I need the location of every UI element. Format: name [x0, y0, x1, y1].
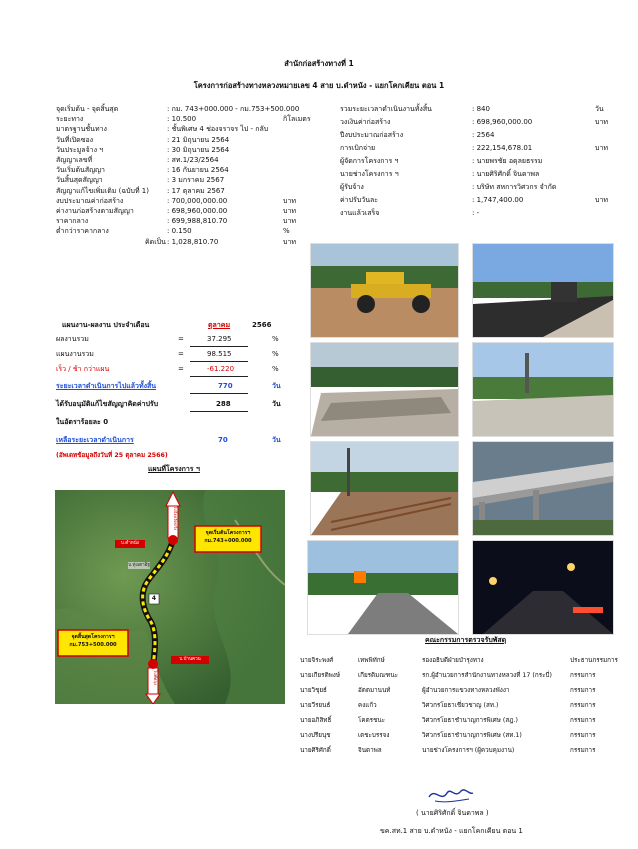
site-photo-formwork [310, 342, 459, 437]
progress-heading: แผนงาน-ผลงาน ประจำเดือน [62, 321, 150, 329]
left-info-label: วันที่เปิดซอง [56, 135, 94, 144]
right-info-value: : 1,747,400.00 [472, 196, 524, 204]
start-km: กม.743+000.000 [204, 538, 252, 544]
right-info-value: : - [472, 209, 480, 217]
update-note: (อัพเดทข้อมูลถึงวันที่ 25 ตุลาคม 2566) [56, 452, 168, 459]
committee-role: กรรมการ [570, 687, 596, 694]
end-title: จุดสิ้นสุดโครงการฯ [71, 634, 115, 640]
committee-first-name: นายอภิสิทธิ์ [300, 717, 332, 724]
right-info-label: ผู้จัดการโครงการ ฯ [340, 157, 399, 165]
progress-year: 2566 [252, 321, 272, 329]
left-info-value: : ชั้นพิเศษ 4 ช่องจราจร ไป - กลับ [167, 125, 269, 134]
progress-row-rule [190, 346, 248, 347]
right-info-label: รวมระยะเวลาดำเนินงานทั้งสิ้น [340, 105, 432, 113]
progress-row-eq: = [178, 335, 184, 343]
left-info-value: : 699,988,810.70 [167, 217, 228, 226]
left-info-value: : 3 มกราคม 2567 [167, 176, 225, 185]
committee-last-name: คงแก้ว [358, 702, 377, 709]
elapsed-value: 770 [218, 382, 233, 390]
committee-position: นายช่างโครงการฯ (ผู้ควบคุมงาน) [422, 747, 515, 754]
committee-last-name: อัตตมานนท์ [358, 687, 391, 694]
project-map [55, 490, 285, 704]
ext-label: ได้รับอนุมัติแก้ไขสัญญาคิดค่าปรับ [56, 400, 159, 408]
signature-name: ( นายศิริศักดิ์ จินดาพล ) [416, 809, 489, 817]
left-info-value: : 0.150 [167, 227, 192, 236]
committee-role: กรรมการ [570, 747, 596, 754]
office-title: สำนักก่อสร้างทางที่ 1 [284, 59, 354, 68]
right-info-label: ปีงบประมาณก่อสร้าง [340, 131, 404, 139]
right-info-unit: บาท [595, 196, 608, 204]
committee-position: ผู้อำนวยการแขวงทางหลวงพังงา [422, 687, 510, 694]
map-heading: แผนที่โครงการ ฯ [148, 465, 200, 473]
left-info-label: สัญญาเลขที่ [56, 156, 93, 164]
arrow-bottom-label: ไปพัทลุง [153, 670, 158, 685]
committee-first-name: นางปรียนุช [300, 732, 331, 739]
progress-row-eq: = [178, 365, 184, 373]
right-info-value: : 222,154,678.01 [472, 144, 533, 152]
right-info-unit: วัน [595, 105, 604, 113]
left-extra-value: : 1,028,810.70 [167, 237, 219, 246]
remain-unit: วัน [272, 436, 281, 444]
signature-title: ขค.สท.1 สาย บ.ดำหนัง - แยกโคกเคียน ตอน 1 [380, 827, 523, 835]
progress-row-value: 98.515 [207, 350, 232, 358]
pct-label: ในอัตราร้อยละ 0 [56, 418, 109, 426]
progress-row-rule [190, 361, 248, 362]
left-info-label: ระยะทาง [56, 115, 84, 124]
committee-position: วิศวกรโยธาชำนาญการพิเศษ (สท.1) [422, 732, 522, 739]
progress-month: ตุลาคม [208, 321, 231, 329]
left-info-label: วันประมูลจ้าง ฯ [56, 145, 104, 154]
committee-last-name: เตชะบรรจง [358, 732, 390, 739]
left-info-label: งบประมาณค่าก่อสร้าง [56, 196, 124, 205]
right-info-value: : บริษัท สหการวิศวกร จำกัด [472, 183, 557, 191]
left-info-label: มาตรฐานชั้นทาง [56, 125, 107, 134]
progress-row-rule [190, 376, 248, 377]
left-info-label: วันสิ้นสุดสัญญา [56, 176, 103, 185]
left-info-value: : 700,000,000.00 [167, 196, 228, 205]
left-info-value: : 30 มิถุนายน 2564 [167, 145, 230, 154]
progress-row-value: 37.295 [207, 335, 232, 343]
left-info-label: ค่างานก่อสร้างตามสัญญา [56, 207, 134, 215]
committee-last-name: เกียรติมณฑนะ [358, 672, 399, 679]
committee-first-name: นายวีรยนธ์ [300, 702, 331, 709]
site-photo-girders [472, 441, 614, 536]
right-info-value: : 840 [472, 105, 490, 113]
progress-row-unit: % [272, 365, 279, 373]
left-info-value: : 17 ตุลาคม 2567 [167, 186, 225, 195]
left-info-value: : 16 กันยายน 2564 [167, 166, 229, 175]
left-info-label: ต่ำกว่าราคากลาง [56, 227, 109, 236]
progress-row-label: เร็ว / ช้า กว่าแผน [56, 365, 110, 373]
left-info-unit: บาท [283, 217, 296, 226]
right-info-label: การเบิกจ่าย [340, 144, 376, 152]
left-info-value: : 698,960,000.00 [167, 207, 228, 215]
progress-row-label: แผนงานรวม [56, 350, 94, 358]
right-info-value: : 2564 [472, 131, 495, 139]
left-info-value: : 10.500 [167, 115, 197, 124]
site-photo-bridge-deck [472, 342, 614, 437]
route-shield: 4 [151, 595, 157, 602]
committee-heading: คณะกรรมการตรวจรับพัสดุ [425, 636, 507, 644]
left-info-value: : สท.1/23/2564 [167, 156, 219, 164]
committee-role: กรรมการ [570, 717, 596, 724]
committee-first-name: นายศิริศักดิ์ [300, 747, 331, 754]
right-info-label: ค่าปรับวันละ [340, 196, 379, 204]
committee-role: กรรมการ [570, 672, 596, 679]
committee-position: รก.ผู้อำนวยการสำนักงานทางหลวงที่ 17 (กระบี่) [422, 672, 552, 679]
right-info-label: ผู้รับจ้าง [340, 183, 364, 191]
left-extra-label: คิดเป็น [145, 237, 166, 246]
progress-row-value: -61.220 [207, 365, 235, 373]
ext-unit: วัน [272, 400, 281, 408]
committee-position: รองอธิบดีฝ่ายบำรุงทาง [422, 657, 484, 664]
place-label-3: บ.ทุ่งเตาอิฐ [128, 563, 150, 568]
right-info-value: : นายศิริศักดิ์ จินดาพล [472, 170, 540, 178]
left-info-unit: บาท [283, 196, 296, 205]
left-info-label: วันเริ่มต้นสัญญา [56, 166, 105, 175]
progress-row-eq: = [178, 350, 184, 358]
remain-value: 70 [218, 436, 228, 444]
site-photo-asphalt [472, 243, 614, 338]
left-info-label: จุดเริ่มต้น - จุดสิ้นสุด [56, 105, 119, 113]
left-info-unit: % [283, 227, 290, 236]
progress-row-label: ผลงานรวม [56, 335, 89, 343]
end-km: กม.753+500.000 [69, 642, 117, 648]
elapsed-unit: วัน [272, 382, 281, 390]
site-photo-rebar [310, 441, 459, 536]
end-callout [58, 633, 128, 649]
place-label-2: บ.บ้านควน [179, 657, 201, 662]
committee-role: กรรมการ [570, 732, 596, 739]
progress-row-unit: % [272, 350, 279, 358]
ext-value: 288 [216, 400, 231, 408]
committee-position: วิศวกรโยธาเชี่ยวชาญ (สท.) [422, 702, 499, 709]
place-label-1: บ.ดำหนัง [121, 541, 139, 546]
right-info-label: วงเงินค่าก่อสร้าง [340, 118, 391, 126]
committee-role: ประธานกรรมการ [570, 657, 618, 664]
committee-role: กรรมการ [570, 702, 596, 709]
left-info-unit: บาท [283, 207, 296, 215]
signature-graphic [425, 783, 475, 807]
right-info-label: นายช่างโครงการ ฯ [340, 170, 399, 178]
right-info-label: งานแล้วเสร็จ [340, 209, 380, 217]
right-info-unit: บาท [595, 144, 608, 152]
committee-last-name: จินดาพล [358, 747, 382, 754]
left-info-label: สัญญาแก้ไขเพิ่มเติม (ฉบับที่ 1) [56, 186, 149, 195]
committee-last-name: เทพพิทักษ์ [358, 657, 385, 664]
arrow-top-label: ไปจังหวัดตรัง [173, 506, 178, 531]
progress-row-unit: % [272, 335, 279, 343]
right-info-unit: บาท [595, 118, 608, 126]
start-title: จุดเริ่มต้นโครงการฯ [205, 530, 251, 536]
committee-position: วิศวกรโยธาชำนาญการพิเศษ (สฎ.) [422, 717, 518, 724]
right-info-value: : 698,960,000.00 [472, 118, 533, 126]
left-info-value: : 21 มิถุนายน 2564 [167, 135, 230, 144]
right-info-value: : นายพรชัย อดุลยธรรม [472, 157, 543, 165]
left-info-label: ราคากลาง [56, 217, 89, 226]
left-extra-unit: บาท [283, 237, 296, 246]
left-info-unit: กิโลเมตร [283, 115, 311, 124]
site-photo-road-sign [307, 540, 459, 635]
site-photo-night-road [472, 540, 614, 635]
project-title: โครงการก่อสร้างทางหลวงหมายเลข 4 สาย บ.ดำหนัง - แยกโคกเคียน ตอน 1 [193, 81, 445, 90]
committee-first-name: นายวิชุยธ์ [300, 687, 327, 694]
site-photo-grader [310, 243, 459, 338]
committee-last-name: โคตรชนะ [358, 717, 386, 724]
committee-first-name: นายเกียรติพงษ์ [300, 672, 341, 679]
left-info-value: : กม. 743+000.000 - กม.753+500.000 [167, 105, 300, 113]
remain-label: เหลือระยะเวลาดำเนินการ [56, 436, 134, 444]
committee-first-name: นายจิระพงศ์ [300, 657, 334, 664]
elapsed-label: ระยะเวลาดำเนินการไปแล้วทั้งสิ้น [56, 382, 157, 390]
start-callout [195, 529, 261, 545]
